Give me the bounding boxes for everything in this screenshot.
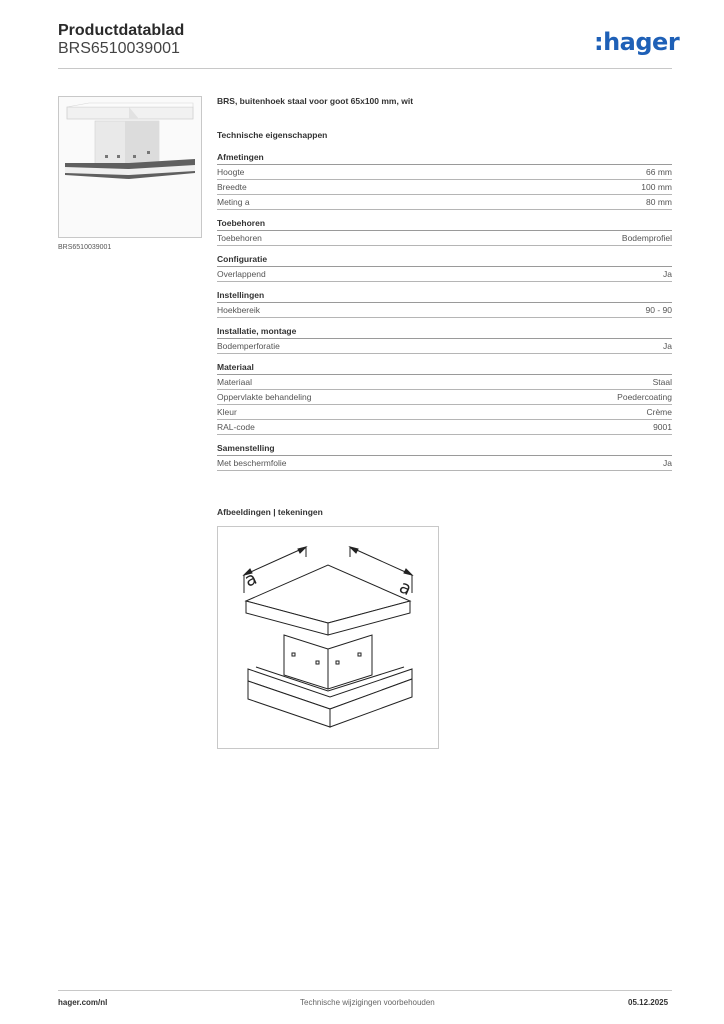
property-row [217, 267, 672, 282]
property-label: Meting a [217, 197, 250, 207]
property-label: Toebehoren [217, 233, 262, 243]
footer-divider [58, 990, 672, 991]
drawings-title: Afbeeldingen | tekeningen [217, 507, 323, 517]
property-group [217, 326, 672, 354]
property-value: Ja [663, 269, 672, 279]
technical-properties-title: Technische eigenschappen [217, 130, 328, 140]
property-label: RAL-code [217, 422, 255, 432]
property-label: Oppervlakte behandeling [217, 392, 312, 402]
page-title: Productdatablad [58, 22, 185, 39]
property-group [217, 443, 672, 471]
property-group-title: Samenstelling [217, 443, 672, 456]
properties-groups [217, 152, 672, 471]
product-photo [58, 96, 202, 238]
property-label: Breedte [217, 182, 247, 192]
property-value: 100 mm [641, 182, 672, 192]
property-value: Bodemprofiel [621, 233, 672, 243]
property-group-title: Instellingen [217, 290, 672, 303]
property-value: Ja [663, 458, 672, 468]
property-value: Ja [663, 341, 672, 351]
property-value: 9001 [653, 422, 672, 432]
property-label: Met beschermfolie [217, 458, 287, 468]
property-row [217, 231, 672, 246]
property-value: Poedercoating [617, 392, 672, 402]
footer-disclaimer: Technische wijzigingen voorbehouden [300, 998, 435, 1007]
main-content [217, 96, 672, 471]
property-value: 66 mm [646, 167, 672, 177]
property-row [217, 420, 672, 435]
property-group [217, 152, 672, 210]
dimension-label-right: a [395, 576, 415, 601]
property-group [217, 218, 672, 246]
property-label: Materiaal [217, 377, 252, 387]
property-value: Crème [646, 407, 672, 417]
property-row [217, 375, 672, 390]
property-label: Hoekbereik [217, 305, 260, 315]
footer-date: 05.12.2025 [628, 998, 669, 1007]
property-row [217, 390, 672, 405]
property-group-title: Configuratie [217, 254, 672, 267]
technical-drawing [217, 526, 439, 749]
property-row [217, 180, 672, 195]
hager-logo[interactable]: :hager [594, 28, 680, 56]
product-code: BRS6510039001 [58, 40, 180, 57]
property-group-title: Installatie, montage [217, 326, 672, 339]
property-row [217, 195, 672, 210]
property-row [217, 339, 672, 354]
property-value: Staal [652, 377, 672, 387]
property-row [217, 405, 672, 420]
product-description: BRS, buitenhoek staal voor goot 65x100 mm, wit [217, 96, 414, 106]
product-photo-graphic [59, 97, 201, 237]
property-value: 90 - 90 [645, 305, 672, 315]
header-divider [58, 68, 672, 69]
footer-website-link[interactable]: hager.com/nl [58, 998, 108, 1007]
property-group-title: Materiaal [217, 362, 672, 375]
property-row [217, 456, 672, 471]
property-group [217, 254, 672, 282]
property-label: Kleur [217, 407, 237, 417]
property-label: Bodemperforatie [217, 341, 280, 351]
property-group-title: Afmetingen [217, 152, 672, 165]
property-label: Overlappend [217, 269, 266, 279]
property-group-title: Toebehoren [217, 218, 672, 231]
property-row [217, 303, 672, 318]
dimension-label-left: a [241, 567, 261, 592]
product-image-caption: BRS6510039001 [58, 244, 112, 251]
property-row [217, 165, 672, 180]
property-group [217, 290, 672, 318]
technical-drawing-graphic [218, 527, 438, 748]
property-value: 80 mm [646, 197, 672, 207]
property-label: Hoogte [217, 167, 245, 177]
property-group [217, 362, 672, 435]
